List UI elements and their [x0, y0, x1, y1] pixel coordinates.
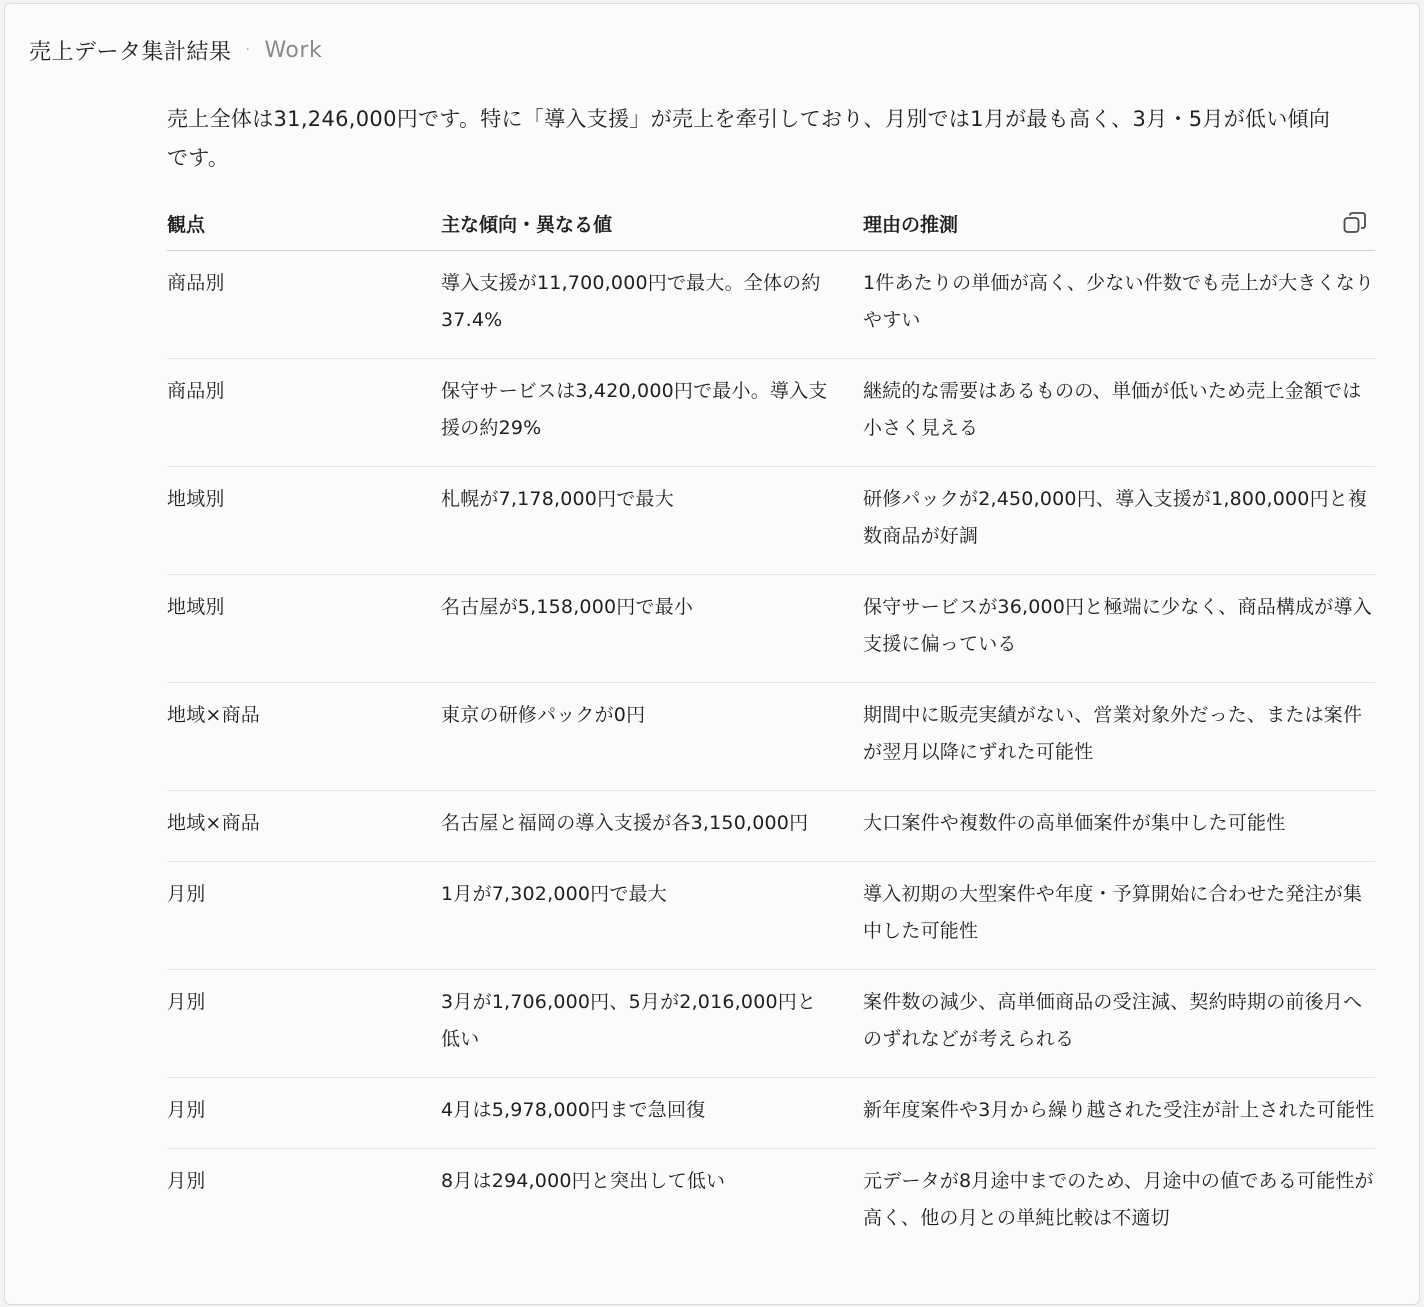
column-header-reason [863, 196, 1375, 251]
cell-reason: 元データが8月途中までのため、月途中の値である可能性が高く、他の月との単純比較は不適切 [863, 1170, 1374, 1229]
cell-viewpoint: 商品別 [167, 251, 441, 359]
chat-window [4, 3, 1420, 1305]
cell-reason: 保守サービスが36,000円と極端に少なく、商品構成が導入支援に偏っている [863, 575, 1375, 683]
cell-viewpoint: 月別 [167, 1170, 206, 1192]
table-row [167, 467, 1375, 575]
message-content [167, 100, 1375, 1256]
column-header-reason-label: 理由の推測 [863, 213, 959, 236]
title-bar [29, 34, 322, 66]
table-header-row [167, 196, 1375, 251]
results-table [167, 196, 1375, 1256]
title-separator: · [245, 42, 251, 58]
cell-viewpoint: 月別 [167, 862, 441, 970]
cell-trend: 保守サービスは3,420,000円で最小。導入支援の約29% [441, 359, 863, 467]
cell-viewpoint: 月別 [167, 1078, 441, 1149]
cell-trend: 4月は5,978,000円まで急回復 [441, 1078, 863, 1149]
cell-reason: 期間中に販売実績がない、営業対象外だった、または案件が翌月以降にずれた可能性 [863, 683, 1375, 791]
cell-trend: 名古屋が5,158,000円で最小 [441, 575, 863, 683]
table-row [167, 683, 1375, 791]
table-row [167, 791, 1375, 862]
table-row [167, 970, 1375, 1078]
cell-viewpoint: 月別 [167, 970, 441, 1078]
cell-reason: 導入初期の大型案件や年度・予算開始に合わせた発注が集中した可能性 [863, 862, 1375, 970]
cell-trend: 導入支援が11,700,000円で最大。全体の約37.4% [441, 251, 863, 359]
table-row [167, 1149, 1375, 1257]
cell-reason: 1件あたりの単価が高く、少ない件数でも売上が大きくなりやすい [863, 251, 1375, 359]
table-row [167, 251, 1375, 359]
cell-reason: 大口案件や複数件の高単価案件が集中した可能性 [863, 791, 1375, 862]
column-header-viewpoint: 観点 [167, 196, 441, 251]
cell-viewpoint: 地域別 [167, 575, 441, 683]
table-row [167, 359, 1375, 467]
cell-reason: 新年度案件や3月から繰り越された受注が計上された可能性 [863, 1078, 1375, 1149]
cell-trend: 3月が1,706,000円、5月が2,016,000円と低い [441, 970, 863, 1078]
cell-trend: 東京の研修パックが0円 [441, 683, 863, 791]
table-row [167, 862, 1375, 970]
summary-text: 売上全体は31,246,000円です。特に「導入支援」が売上を牽引しており、月別では1月が最も高く、3月・5月が低い傾向です。 [167, 107, 1331, 170]
cell-viewpoint: 地域別 [167, 467, 441, 575]
cell-trend: 1月が7,302,000円で最大 [441, 862, 863, 970]
copy-icon[interactable] [1341, 209, 1369, 237]
cell-viewpoint: 地域×商品 [167, 791, 441, 862]
table-row [167, 1078, 1375, 1149]
cell-trend: 8月は294,000円と突出して低い [441, 1170, 726, 1192]
project-name[interactable]: Work [264, 37, 323, 63]
cell-reason: 研修パックが2,450,000円、導入支援が1,800,000円と複数商品が好調 [863, 467, 1375, 575]
cell-trend: 札幌が7,178,000円で最大 [441, 467, 863, 575]
cell-reason: 継続的な需要はあるものの、単価が低いため売上金額では小さく見える [863, 359, 1375, 467]
column-header-trend: 主な傾向・異なる値 [441, 196, 863, 251]
conversation-title[interactable]: 売上データ集計結果 [29, 39, 232, 65]
cell-trend: 名古屋と福岡の導入支援が各3,150,000円 [441, 791, 863, 862]
cell-viewpoint: 商品別 [167, 359, 441, 467]
table-row [167, 575, 1375, 683]
cell-viewpoint: 地域×商品 [167, 683, 441, 791]
cell-reason: 案件数の減少、高単価商品の受注減、契約時期の前後月へのずれなどが考えられる [863, 970, 1375, 1078]
